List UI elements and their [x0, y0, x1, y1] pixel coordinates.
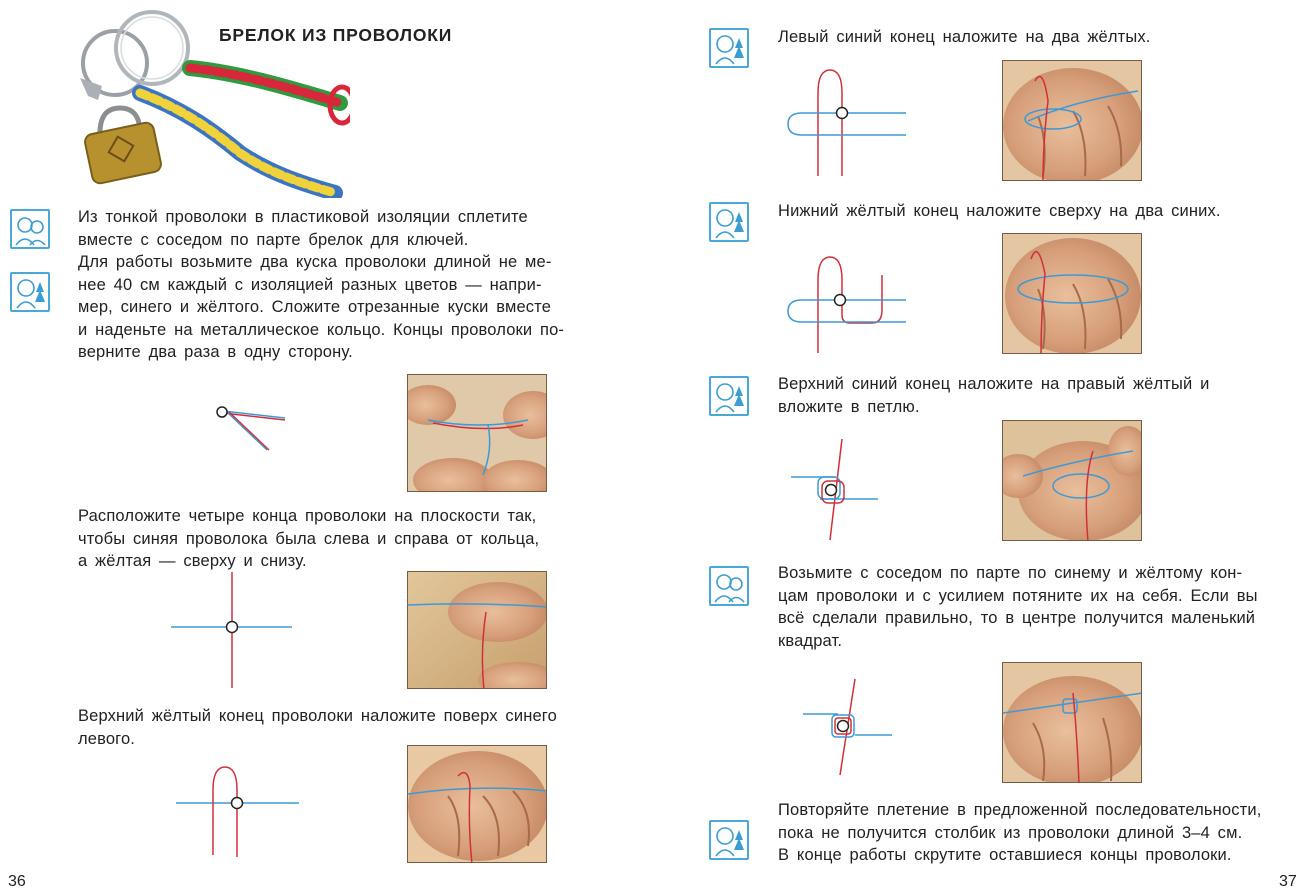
photo-left-blue	[1002, 60, 1142, 181]
diagram-square-knot	[800, 677, 900, 777]
page-title: БРЕЛОК ИЗ ПРОВОЛОКИ	[219, 25, 453, 45]
diagram-top-blue-into-loop	[790, 437, 885, 542]
page-number-right: 37	[1279, 873, 1297, 890]
arrange-paragraph: Расположите четыре конца проволоки на плоскости так, чтобы синяя проволока была слева и справа от кольца, а жёлтая — сверху и снизу.	[78, 507, 540, 571]
pair-work-icon	[10, 209, 50, 249]
top-blue-step: Верхний синий конец наложите на правый жёлтый и вложите в петлю.	[778, 375, 1210, 416]
top-yellow-paragraph: Верхний жёлтый конец проволоки наложите поверх синего левого.	[78, 707, 557, 748]
photo-square-knot	[1002, 662, 1142, 783]
materials-paragraph: Для работы возьмите два куска проволоки длиной не ме- нее 40 см каждый с изоляцией разных цветов — напри- мер, синего и жёлтого. Сложите отрезанные куски вместе и наденьте на металлическое кольцо. Концы проволоки по- верните два раза в одну сторону.	[78, 253, 565, 362]
repeat-step: Повторяйте плетение в предложенной последовательности, пока не получится столбик из проволоки длиной 3–4 см. В конце работы скрутите оставшиеся концы проволоки.	[778, 801, 1262, 865]
photo-twist-wires	[407, 374, 547, 492]
left-blue-step: Левый синий конец наложите на два жёлтых.	[778, 28, 1151, 46]
page-number-left: 36	[8, 873, 26, 890]
pull-step: Возьмите с соседом по парте по синему и жёлтому кон- цам проволоки и с усилием потяните их на себя. Если вы всё сделали правильно, то в центре получится маленький квадрат.	[778, 564, 1258, 650]
self-work-icon	[709, 376, 749, 416]
self-work-icon	[709, 202, 749, 242]
self-work-icon	[709, 820, 749, 860]
diagram-ring-wires	[205, 398, 295, 458]
self-work-icon	[709, 28, 749, 68]
self-work-icon	[10, 272, 50, 312]
photo-bottom-yellow	[1002, 233, 1142, 354]
pair-work-icon	[709, 566, 749, 606]
photo-cross	[407, 571, 547, 689]
bottom-yellow-step: Нижний жёлтый конец наложите сверху на два синих.	[778, 202, 1221, 220]
diagram-yellow-over-blue	[175, 765, 300, 860]
photo-yellow-over-blue	[407, 745, 547, 863]
diagram-left-blue-over-yellow	[784, 68, 909, 178]
intro-paragraph: Из тонкой проволоки в пластиковой изоляции сплетите вместе с соседом по парте брелок для ключей.	[78, 208, 528, 249]
diagram-cross	[170, 570, 295, 690]
diagram-bottom-yellow-over-blue	[784, 255, 909, 355]
photo-top-blue	[1002, 420, 1142, 541]
